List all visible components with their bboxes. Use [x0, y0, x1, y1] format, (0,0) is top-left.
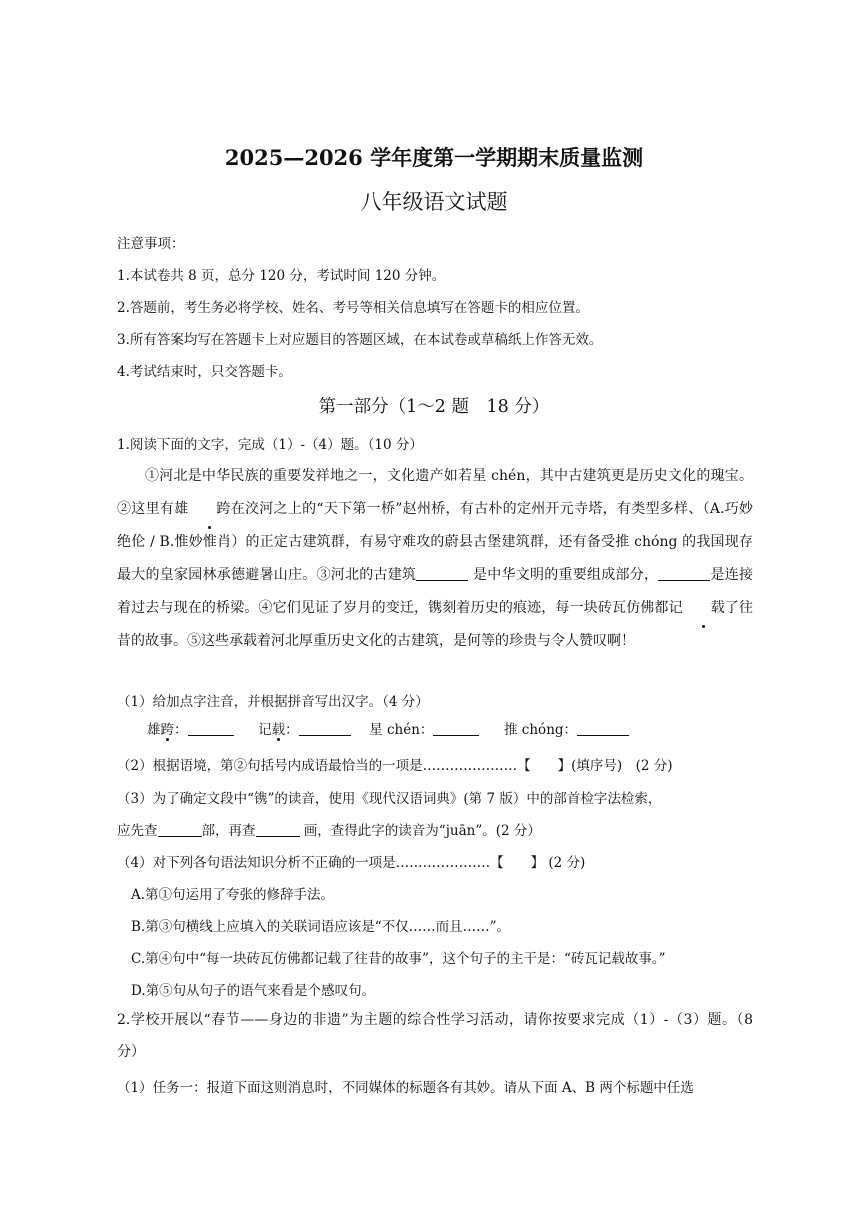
q1-sub3-line1: （3）为了确定文段中“镌”的读音，使用《现代汉语词典》(第 7 版）中的部首检字法检索，	[117, 791, 662, 807]
question-2-stem: 2.学校开展以“春节——身边的非遗”为主题的综合性学习活动，请你按要求完成（1）-（3）题。（8 分）	[117, 1012, 753, 1060]
pinyin-fill-row: 雄跨： 记载： 星 chén： 推 chóng：	[147, 718, 629, 738]
dotted-char: 载	[272, 718, 286, 738]
dotted-char: 跨	[188, 493, 230, 526]
fill-blank-kua[interactable]	[188, 721, 234, 736]
notes-heading: 注意事项：	[117, 236, 185, 252]
exam-title: 2025—2026 学年度第一学期期末质量监测	[224, 145, 644, 170]
note-item-2: 2.答题前，考生务必将学校、姓名、考号等相关信息填写在答题卡的相应位置。	[117, 300, 589, 316]
fill-blank-chong[interactable]	[577, 721, 629, 736]
dotted-char: 跨	[161, 718, 175, 738]
q1-sub1: （1）给加点字注音，并根据拼音写出汉字。（4 分）	[117, 694, 429, 710]
dotted-char: 载	[683, 592, 725, 625]
reading-passage: ①河北是中华民族的重要发祥地之一，文化遗产如若星 chén，其中古建筑更是历史文化的瑰宝。②这里有雄 跨在洨河之上的“天下第一桥”赵州桥，有古朴的定州开元寺塔，有类型多样、（A.巧妙绝伦 / B.惟妙惟肖）的正定古建筑群，有易守难攻的蔚县古堡建筑群，还有备受推 chóng 的我国现存最大的皇家园林承德避暑山庄。③河北的古建筑 是中华文明的重要组成部分， 是连接着过去与现在的桥梁。④它们见证了岁月的变迁，镌刻着历史的痕迹，每一块砖瓦仿佛都记 载了往昔的故事。⑤这些承载着河北厚重历史文化的古建筑，是何等的珍贵与令人赞叹啊！	[117, 468, 754, 649]
fill-blank-chen[interactable]	[433, 721, 479, 736]
option-b: B.第③句横线上应填入的关联词语应该是“不仅……而且……”。	[131, 919, 511, 935]
q1-sub4: （4）对下列各句语法知识分析不正确的一项是…………………【 】 (2 分)	[117, 855, 586, 871]
option-d: D.第⑤句从句子的语气来看是个感叹句。	[131, 983, 376, 999]
note-item-1: 1.本试卷共 8 页，总分 120 分，考试时间 120 分钟。	[117, 268, 446, 284]
note-item-3: 3.所有答案均写在答题卡上对应题目的答题区域，在本试卷或草稿纸上作答无效。	[117, 332, 603, 348]
q2-sub1: （1）任务一：报道下面这则消息时，不同媒体的标题各有其妙。请从下面 A、B 两个标题中任选	[117, 1080, 694, 1096]
option-c: C.第④句中“每一块砖瓦仿佛都记载了往昔的故事”，这个句子的主干是：“砖瓦记载故事。”	[131, 951, 666, 967]
note-item-4: 4.考试结束时，只交答题卡。	[117, 364, 292, 380]
fill-blank-zai[interactable]	[299, 721, 351, 736]
answer-blank[interactable]	[416, 566, 468, 581]
radical-blank[interactable]	[158, 822, 202, 837]
q1-sub3-line2: 应先查 部，再查 画，查得此字的读音为“juān”。(2 分）	[117, 823, 541, 839]
option-a: A.第①句运用了夸张的修辞手法。	[131, 887, 335, 903]
q1-sub2: （2）根据语境，第②句括号内成语最恰当的一项是…………………【 】(填序号) (2 分)	[117, 758, 673, 774]
answer-blank[interactable]	[658, 566, 710, 581]
question-1-stem: 1.阅读下面的文字，完成（1）-（4）题。（10 分）	[117, 437, 423, 453]
section-heading: 第一部分（1～2 题 18 分）	[318, 397, 550, 417]
exam-subtitle: 八年级语文试题	[360, 190, 508, 214]
stroke-blank[interactable]	[256, 822, 300, 837]
